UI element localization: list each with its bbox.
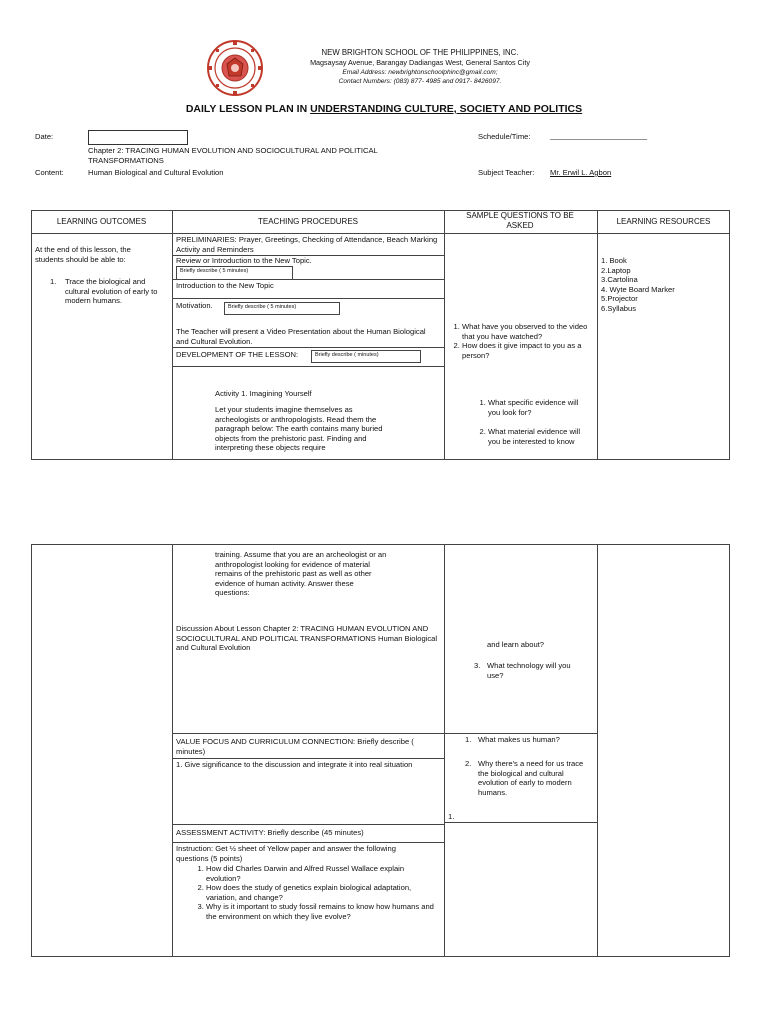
content-value: Human Biological and Cultural Evolution bbox=[88, 168, 224, 177]
header-teaching-procedures: TEACHING PROCEDURES bbox=[257, 217, 358, 226]
activity-text-continued: training. Assume that you are an archeologist or an anthropologist looking for evidence of material remains of the prehistoric past as well as other evidence of human activity. Answer these questions: bbox=[215, 550, 387, 598]
question-item: What technology will you use? bbox=[487, 661, 571, 680]
value-focus-item: 1. Give significance to the discussion and integrate it into real situation bbox=[176, 760, 413, 769]
resource-item: 1. Book bbox=[601, 256, 627, 265]
question-continued: and learn about? bbox=[487, 640, 545, 649]
motivation-brief-box[interactable]: Briefly describe ( 5 minutes) bbox=[224, 302, 340, 315]
development-label: DEVELOPMENT OF THE LESSON: bbox=[176, 350, 299, 359]
questions-page1-b bbox=[474, 398, 592, 446]
title-subject: UNDERSTANDING CULTURE, SOCIETY AND POLITICS bbox=[310, 103, 583, 115]
assessment-instruction: Instruction: Get ½ sheet of Yellow paper and answer the following questions (5 points) bbox=[176, 844, 396, 863]
header-sample-questions: SAMPLE QUESTIONS TO BE ASKED bbox=[466, 211, 574, 230]
questions-page1-a bbox=[448, 322, 590, 360]
question-item: What makes us human? bbox=[478, 735, 560, 744]
content-label: Content: bbox=[35, 168, 64, 177]
value-focus-label: VALUE FOCUS AND CURRICULUM CONNECTION: Briefly describe ( minutes) bbox=[176, 737, 414, 756]
resource-item: 2.Laptop bbox=[601, 265, 631, 275]
question-item: Why there's a need for us trace the biological and cultural evolution of early to modern humans. bbox=[478, 759, 584, 797]
resource-item: 5.Projector bbox=[601, 294, 638, 304]
assessment-question: 1. How did Charles Darwin and Alfred Russel Wallace explain evolution? bbox=[206, 864, 440, 883]
review-brief-box[interactable]: Briefly describe ( 5 minutes) bbox=[176, 266, 293, 280]
question-number: 1. bbox=[448, 812, 455, 821]
development-brief-box[interactable]: Briefly describe ( minutes) bbox=[311, 350, 421, 363]
intro-topic-text: Introduction to the New Topic bbox=[176, 281, 274, 290]
header-learning-outcomes: LEARNING OUTCOMES bbox=[56, 217, 147, 226]
school-address: Magsaysay Avenue, Barangay Dadiangas West, General Santos City bbox=[310, 58, 530, 67]
schedule-value: _______________________ bbox=[550, 131, 648, 140]
date-label: Date: bbox=[35, 132, 54, 141]
question-item: 2. What material evidence will you be interested to know bbox=[488, 427, 592, 446]
date-field[interactable] bbox=[88, 130, 188, 145]
outcome-item: Trace the biological and cultural evolution of early to modern humans. bbox=[65, 277, 158, 306]
school-email: Email Address: newbrightonschoolphinc@gmail.com; bbox=[342, 69, 498, 76]
chapter-text: Chapter 2: TRACING HUMAN EVOLUTION AND SOCIOCULTURAL AND POLITICAL TRANSFORMATIONS bbox=[88, 146, 378, 165]
question-number: 3. bbox=[474, 661, 481, 670]
preliminaries-text: PRELIMINARIES: Prayer, Greetings, Checking of Attendance, Beach Marking Activity and Reminders bbox=[176, 235, 438, 254]
question-number: 1. bbox=[465, 735, 472, 744]
resource-item: 6.Syllabus bbox=[601, 303, 637, 313]
question-item: 1. What have you observed to the video that you have watched? bbox=[462, 322, 590, 341]
question-number: 2. bbox=[465, 759, 472, 768]
review-text: Review or Introduction to the New Topic. bbox=[176, 256, 312, 265]
activity-text: Let your students imagine themselves as archeologists or anthropologists. Read them the paragraph below: The earth contains many buried objects from the prehistoric past. Finding and interpreting these objects require bbox=[215, 405, 383, 453]
page-title bbox=[0, 103, 768, 115]
outcome-number: 1. bbox=[50, 277, 57, 286]
video-text: The Teacher will present a Video Presentation about the Human Biological and Cultural Evolution. bbox=[176, 327, 426, 346]
assessment-questions bbox=[192, 864, 440, 922]
activity-title: Activity 1. Imagining Yourself bbox=[215, 389, 312, 398]
title-prefix: DAILY LESSON PLAN IN bbox=[185, 103, 311, 115]
question-item: 2. How does it give impact to you as a person? bbox=[462, 341, 590, 360]
outcomes-intro: At the end of this lesson, the students should be able to: bbox=[35, 245, 131, 264]
teacher-label: Subject Teacher: bbox=[478, 168, 535, 177]
assessment-label: ASSESSMENT ACTIVITY: Briefly describe (45 minutes) bbox=[176, 828, 364, 837]
school-contact: Contact Numbers: (083) 877- 4985 and 0917- 8426097. bbox=[338, 78, 502, 85]
assessment-question: 3. Why is it important to study fossil remains to know how humans and the environment on which they live evolve? bbox=[206, 902, 440, 921]
school-seal bbox=[207, 40, 263, 96]
school-name: NEW BRIGHTON SCHOOL OF THE PHILIPPINES, INC. bbox=[321, 48, 519, 57]
teacher-name: Mr. Erwil L. Agbon bbox=[550, 168, 612, 177]
assessment-question: 2. How does the study of genetics explain biological adaptation, variation, and change? bbox=[206, 883, 440, 902]
discussion-text: Discussion About Lesson Chapter 2: TRACING HUMAN EVOLUTION AND SOCIOCULTURAL AND POLITICAL TRANSFORMATIONS Human Biological and Cultural Evolution bbox=[176, 624, 438, 653]
motivation-label: Motivation. bbox=[176, 301, 213, 310]
question-item: 1. What specific evidence will you look for? bbox=[488, 398, 592, 417]
resources-list bbox=[601, 256, 675, 314]
resource-item: 4. Wyte Board Marker bbox=[601, 284, 675, 294]
header-learning-resources: LEARNING RESOURCES bbox=[616, 217, 711, 226]
schedule-label: Schedule/Time: bbox=[478, 132, 531, 141]
resource-item: 3.Cartolina bbox=[601, 275, 638, 285]
